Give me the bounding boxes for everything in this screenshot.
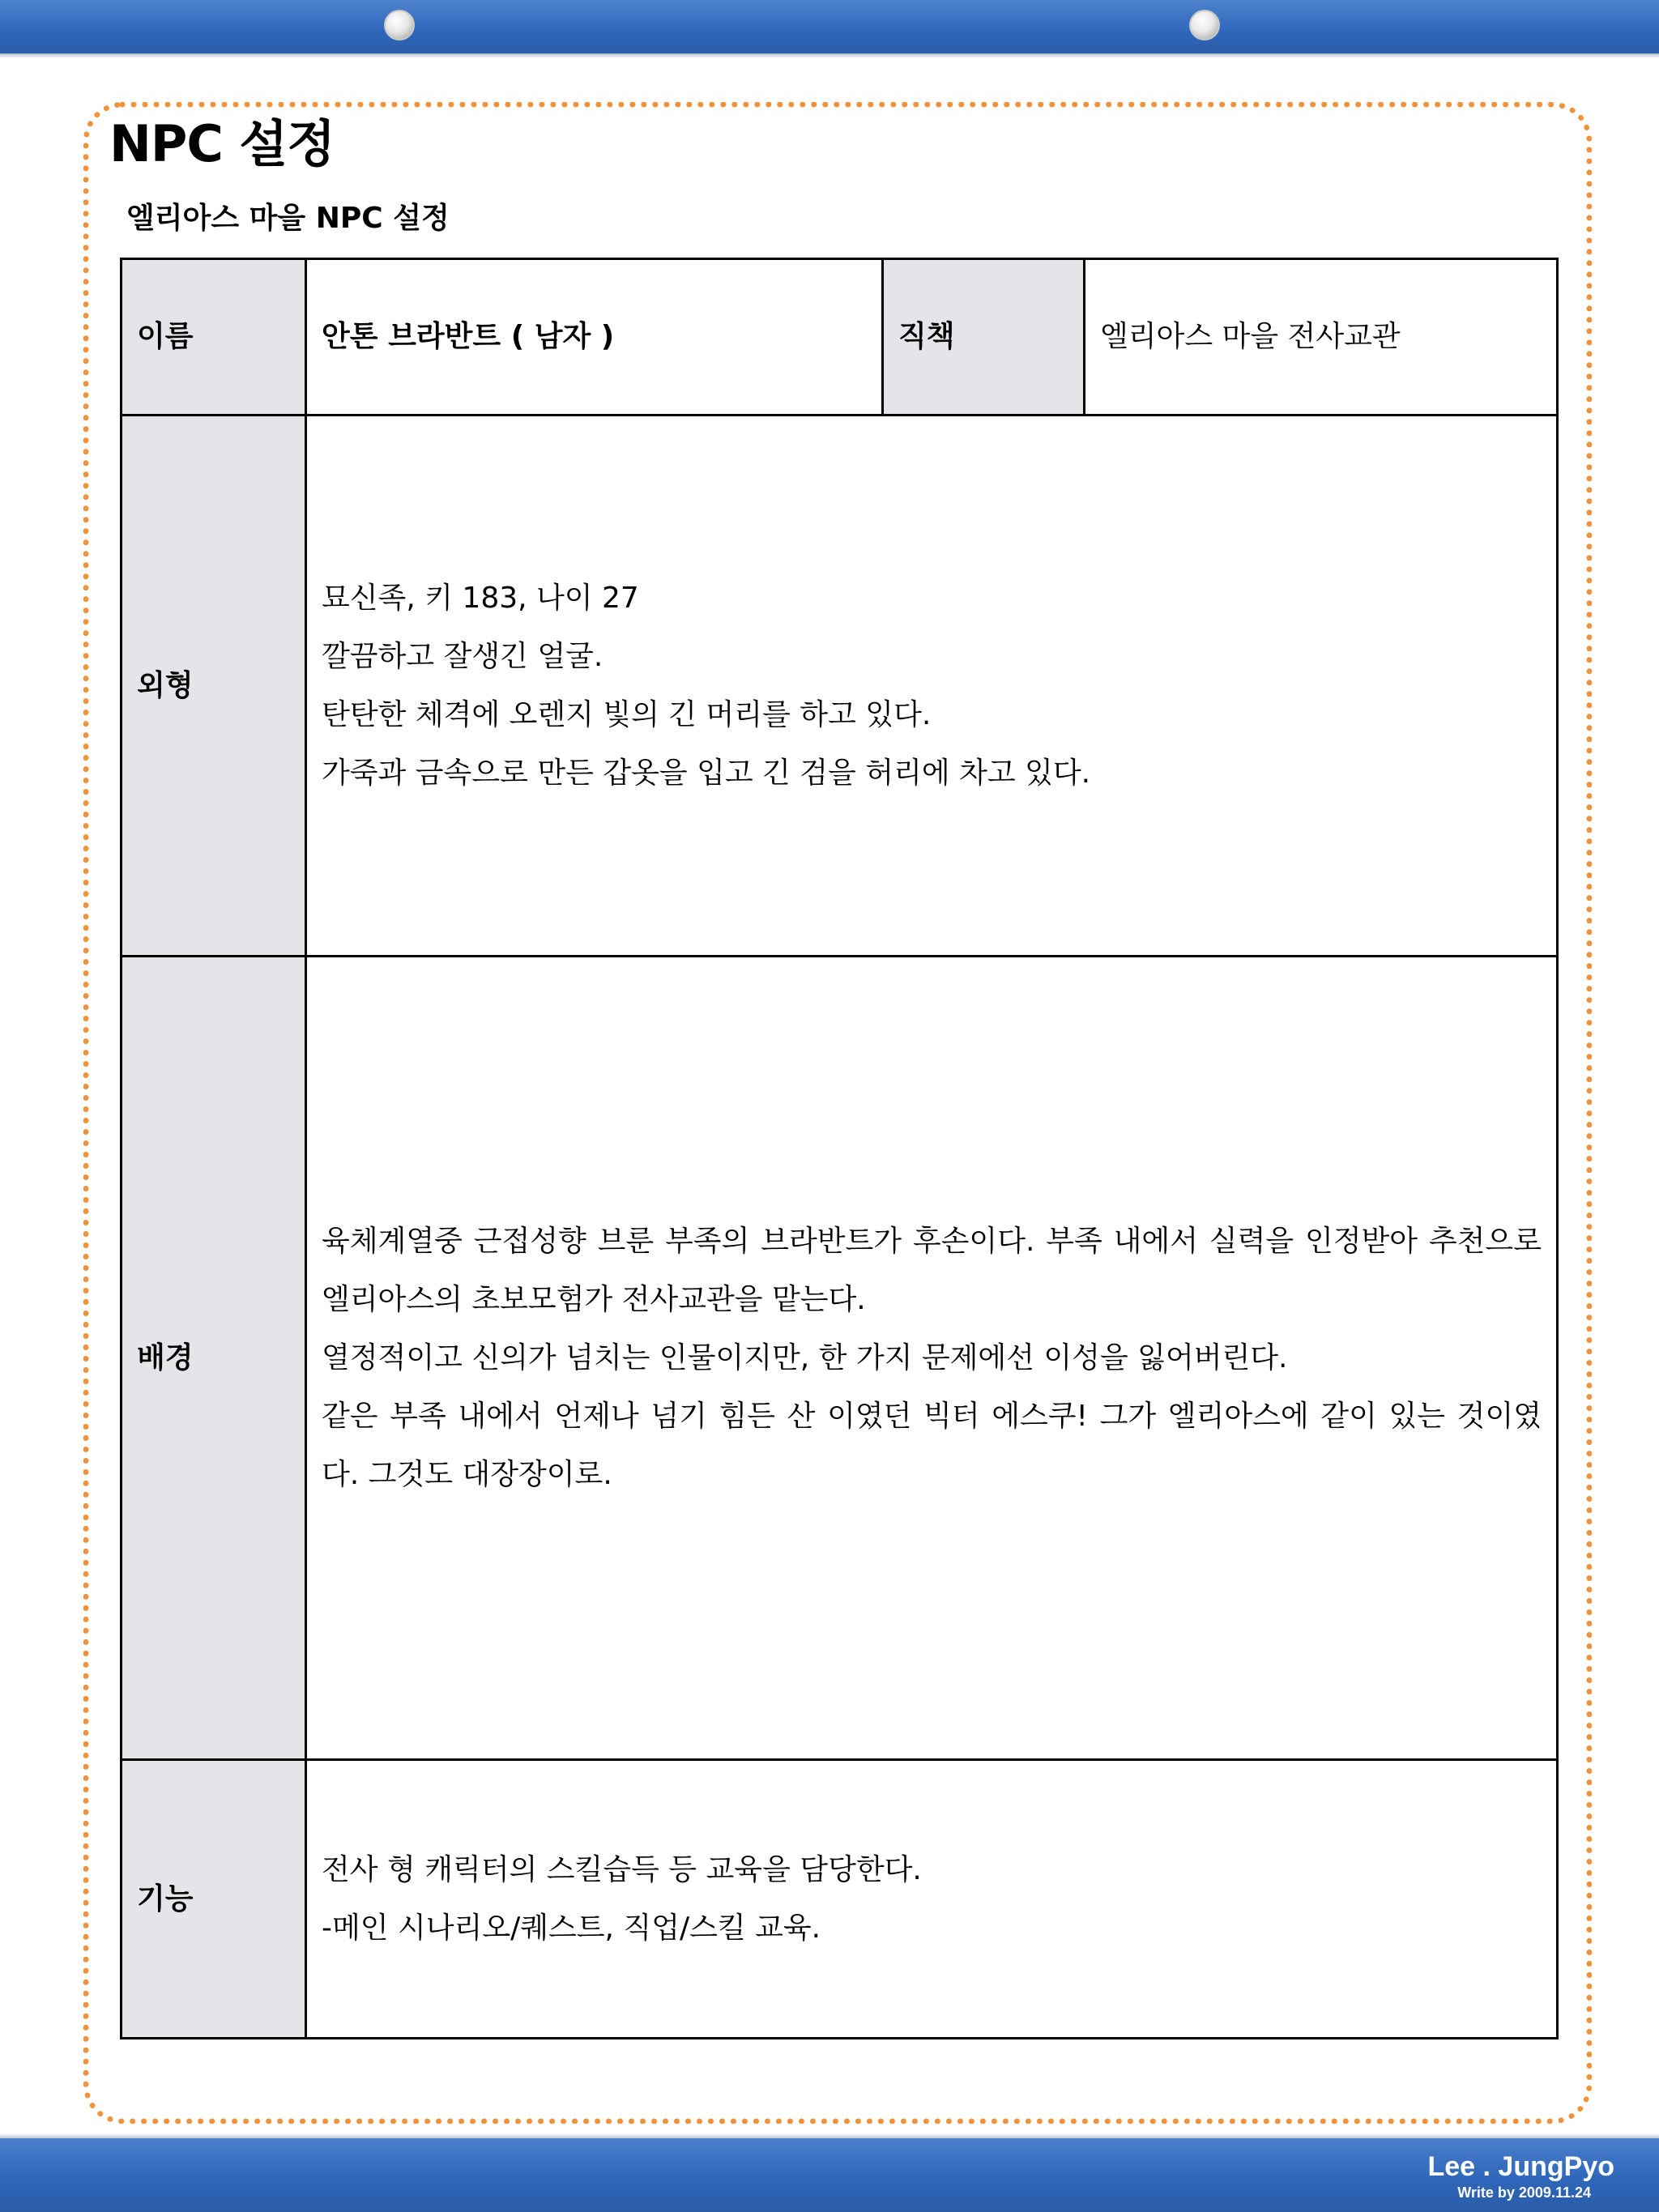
page-title: NPC 설정	[109, 114, 335, 173]
appearance-line: 묘신족, 키 183, 나이 27	[322, 581, 639, 615]
function-row	[122, 1760, 1558, 2039]
function-content	[306, 1760, 1558, 2039]
appearance-line: 깔끔하고 잘생긴 얼굴.	[322, 639, 603, 673]
author-name: Lee . JungPyo	[1427, 2151, 1614, 2182]
top-binder-bar	[0, 0, 1659, 53]
binder-ring-icon	[384, 10, 415, 40]
page-subtitle: 엘리아스 마을 NPC 설정	[126, 202, 450, 235]
name-label: 이름	[122, 259, 306, 416]
bottom-footer-bar	[0, 2138, 1659, 2212]
role-value: 엘리아스 마을 전사교관	[1085, 259, 1558, 416]
background-row	[122, 957, 1558, 1760]
appearance-row	[122, 416, 1558, 957]
appearance-content	[306, 416, 1558, 957]
background-line: 열정적이고 신의가 넘치는 인물이지만, 한 가지 문제에선 이성을 잃어버린다.	[322, 1340, 1288, 1375]
name-row	[122, 259, 1558, 416]
function-label: 기능	[122, 1760, 306, 2039]
background-line: 같은 부족 내에서 언제나 넘기 힘든 산 이였던 빅터 에스쿠! 그가 엘리아스에 같이 있는 것이였다. 그것도 대장장이로.	[322, 1399, 1542, 1491]
binder-ring-icon	[1189, 10, 1220, 40]
background-content	[306, 957, 1558, 1760]
name-value: 안톤 브라반트 ( 남자 )	[306, 259, 883, 416]
appearance-label: 외형	[122, 416, 306, 957]
written-date: Write by 2009.11.24	[1457, 2184, 1591, 2201]
function-line: -메인 시나리오/퀘스트, 직업/스킬 교육.	[322, 1911, 821, 1945]
background-label: 배경	[122, 957, 306, 1760]
background-line: 육체계열중 근접성향 브룬 부족의 브라반트가 후손이다. 부족 내에서 실력을 인정받아 추천으로 엘리아스의 초보모험가 전사교관을 맡는다.	[322, 1224, 1542, 1316]
appearance-line: 탄탄한 체격에 오렌지 빛의 긴 머리를 하고 있다.	[322, 697, 932, 731]
top-bar-shadow	[0, 53, 1659, 58]
appearance-line: 가죽과 금속으로 만든 갑옷을 입고 긴 검을 허리에 차고 있다.	[322, 756, 1091, 790]
npc-settings-table	[120, 258, 1559, 2039]
role-label: 직책	[883, 259, 1085, 416]
function-line: 전사 형 캐릭터의 스킬습득 등 교육을 담당한다.	[322, 1852, 922, 1886]
